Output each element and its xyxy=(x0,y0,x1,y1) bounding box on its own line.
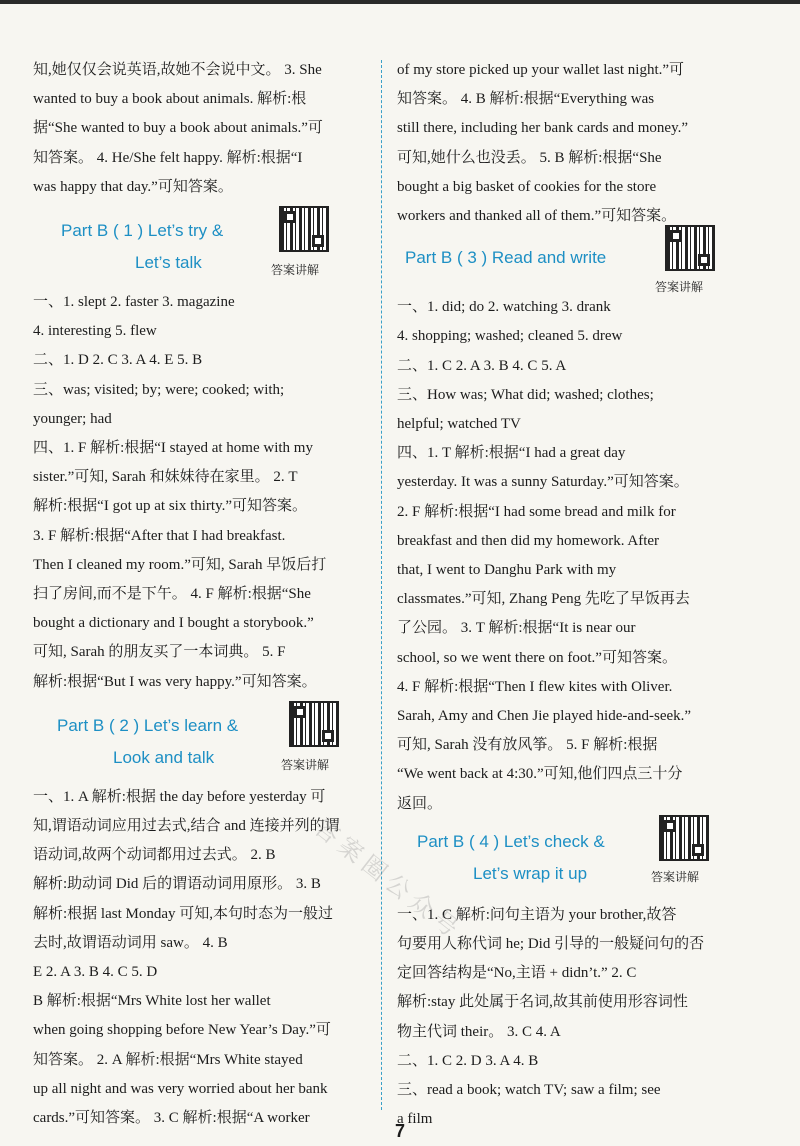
text-line: a film xyxy=(397,1111,433,1128)
text-line: up all night and was very worried about her bank xyxy=(33,1080,328,1097)
text-line: cards.”可知答案。 3. C 解析:根据“A worker xyxy=(33,1110,310,1127)
text-line: 知答案。 4. He/She felt happy. 解析:根据“I xyxy=(33,149,303,166)
text-line: sister.”可知, Sarah 和妹妹待在家里。 2. T xyxy=(33,469,298,486)
text-line: 4. shopping; washed; cleaned 5. drew xyxy=(397,328,623,345)
text-line: 据“She wanted to buy a book about animals.”可 xyxy=(33,120,323,137)
qr-code-icon[interactable] xyxy=(659,815,709,861)
text-line: of my store picked up your wallet last night.”可 xyxy=(397,62,685,78)
text-line: 定回答结构是“No,主语 + didn’t.” 2. C xyxy=(397,965,637,982)
text-line: 二、1. C 2. A 3. B 4. C 5. A xyxy=(397,357,567,374)
text-line: 一、1. C 解析:问句主语为 your brother,故答 xyxy=(397,906,677,923)
text-line: 解析:根据 last Monday 可知,本句时态为一般过 xyxy=(33,905,333,922)
text-line: school, so we went there on foot.”可知答案。 xyxy=(397,649,677,666)
section-title: Part B ( 1 ) Let’s try & xyxy=(61,221,224,241)
text-line: 解析:stay 此处属于名词,故其前使用形容词性 xyxy=(397,994,688,1011)
text-line: 了公园。 3. T 解析:根据“It is near our xyxy=(397,620,636,637)
section-title: Part B ( 2 ) Let’s learn & xyxy=(57,715,239,735)
text-line: Sarah, Amy and Chen Jie played hide-and-seek.” xyxy=(397,708,692,725)
text-line: 语动词,故两个动词都用过去式。 2. B xyxy=(33,847,276,864)
column-divider xyxy=(381,60,382,1110)
watermark: 答案圈公众号 xyxy=(308,813,469,946)
text-line: 知答案。 4. B 解析:根据“Everything was xyxy=(397,91,655,108)
text-line: 三、was; visited; by; were; cooked; with; xyxy=(33,381,285,398)
qr-caption: 答案讲解 xyxy=(655,280,704,295)
text-line: when going shopping before New Year’s Day.”可 xyxy=(33,1022,331,1039)
text-line: 2. F 解析:根据“I had some bread and milk for xyxy=(397,503,676,520)
text-line: younger; had xyxy=(33,410,112,427)
section-subtitle: Let’s wrap it up xyxy=(473,863,588,883)
section-header-part-b4 xyxy=(397,819,742,901)
text-line: breakfast and then did my homework. After xyxy=(397,532,660,549)
text-line: E 2. A 3. B 4. C 5. D xyxy=(33,964,158,981)
left-column xyxy=(33,56,378,1133)
text-line: 4. F 解析:根据“Then I flew kites with Oliver. xyxy=(397,678,673,695)
section-subtitle: Look and talk xyxy=(113,747,215,767)
text-line: 4. interesting 5. flew xyxy=(33,323,157,340)
text-line: 解析:助动词 Did 后的谓语动词用原形。 3. B xyxy=(33,876,321,893)
qr-caption: 答案讲解 xyxy=(281,757,330,772)
qr-caption: 答案讲解 xyxy=(271,263,320,278)
text-line: 一、1. did; do 2. watching 3. drank xyxy=(397,299,611,316)
section-header-part-b1 xyxy=(33,202,378,288)
text-line: workers and thanked all of them.”可知答案。 xyxy=(397,208,677,225)
text-line: bought a big basket of cookies for the store xyxy=(397,178,657,195)
text-line: helpful; watched TV xyxy=(397,416,521,433)
text-line: 一、1. slept 2. faster 3. magazine xyxy=(33,294,235,311)
text-line: 一、1. A 解析:根据 the day before yesterday 可 xyxy=(33,788,326,805)
text-line: 知,谓语动词应用过去式,结合 and 连接并列的谓 xyxy=(33,818,340,835)
text-line: 知,她仅仅会说英语,故她不会说中文。 3. She xyxy=(33,62,322,78)
text-line: 二、1. D 2. C 3. A 4. E 5. B xyxy=(33,352,203,369)
text-line: 去时,故谓语动词用 saw。 4. B xyxy=(33,934,228,951)
text-line: wanted to buy a book about animals. 解析:根 xyxy=(33,91,307,108)
qr-caption: 答案讲解 xyxy=(651,869,700,884)
text-line: 句要用人称代词 he; Did 引导的一般疑问句的否 xyxy=(397,936,705,953)
text-line: classmates.”可知, Zhang Peng 先吃了早饭再去 xyxy=(397,591,690,608)
text-line: 可知, Sarah 没有放风筝。 5. F 解析:根据 xyxy=(397,737,658,754)
qr-code-icon[interactable] xyxy=(289,701,339,747)
text-line: 四、1. F 解析:根据“I stayed at home with my xyxy=(33,440,313,457)
text-line: was happy that day.”可知答案。 xyxy=(33,178,233,195)
section-header-part-b3 xyxy=(397,231,742,293)
text-line: 返回。 xyxy=(397,795,443,812)
text-line: 四、1. T 解析:根据“I had a great day xyxy=(397,445,626,462)
text-line: 可知, Sarah 的朋友买了一本词典。 5. F xyxy=(33,644,286,661)
text-line: 知答案。 2. A 解析:根据“Mrs White stayed xyxy=(33,1051,303,1068)
text-line: 解析:根据“I got up at six thirty.”可知答案。 xyxy=(33,498,307,515)
section-subtitle: Let’s talk xyxy=(135,253,202,273)
text-line: still there, including her bank cards and money.” xyxy=(397,120,689,137)
text-line: 三、read a book; watch TV; saw a film; see xyxy=(397,1082,661,1099)
top-rule xyxy=(0,0,800,4)
text-line: that, I went to Danghu Park with my xyxy=(397,562,617,579)
text-line: “We went back at 4:30.”可知,他们四点三十分 xyxy=(397,766,683,783)
text-line: Then I cleaned my room.”可知, Sarah 早饭后打 xyxy=(33,556,327,573)
page-number: 7 xyxy=(394,1121,405,1141)
text-line: 解析:根据“But I was very happy.”可知答案。 xyxy=(33,673,317,690)
text-line: 物主代词 their。 3. C 4. A xyxy=(397,1023,561,1040)
text-line: bought a dictionary and I bought a storybook.” xyxy=(33,615,314,632)
text-line: B 解析:根据“Mrs White lost her wallet xyxy=(33,993,271,1010)
text-line: 可知,她什么也没丢。 5. B 解析:根据“She xyxy=(397,149,662,166)
text-line: 二、1. C 2. D 3. A 4. B xyxy=(397,1052,539,1069)
section-title: Part B ( 4 ) Let’s check & xyxy=(417,831,605,851)
section-header-part-b2 xyxy=(33,697,378,783)
text-line: yesterday. It was a sunny Saturday.”可知答案。 xyxy=(397,474,689,491)
qr-code-icon[interactable] xyxy=(665,225,715,271)
right-column xyxy=(397,56,742,1135)
text-line: 3. F 解析:根据“After that I had breakfast. xyxy=(33,527,286,544)
qr-code-icon[interactable] xyxy=(279,206,329,252)
text-line: 三、How was; What did; washed; clothes; xyxy=(397,386,654,403)
section-title: Part B ( 3 ) Read and write xyxy=(405,248,607,268)
text-line: 扫了房间,而不是下午。 4. F 解析:根据“She xyxy=(33,586,311,603)
